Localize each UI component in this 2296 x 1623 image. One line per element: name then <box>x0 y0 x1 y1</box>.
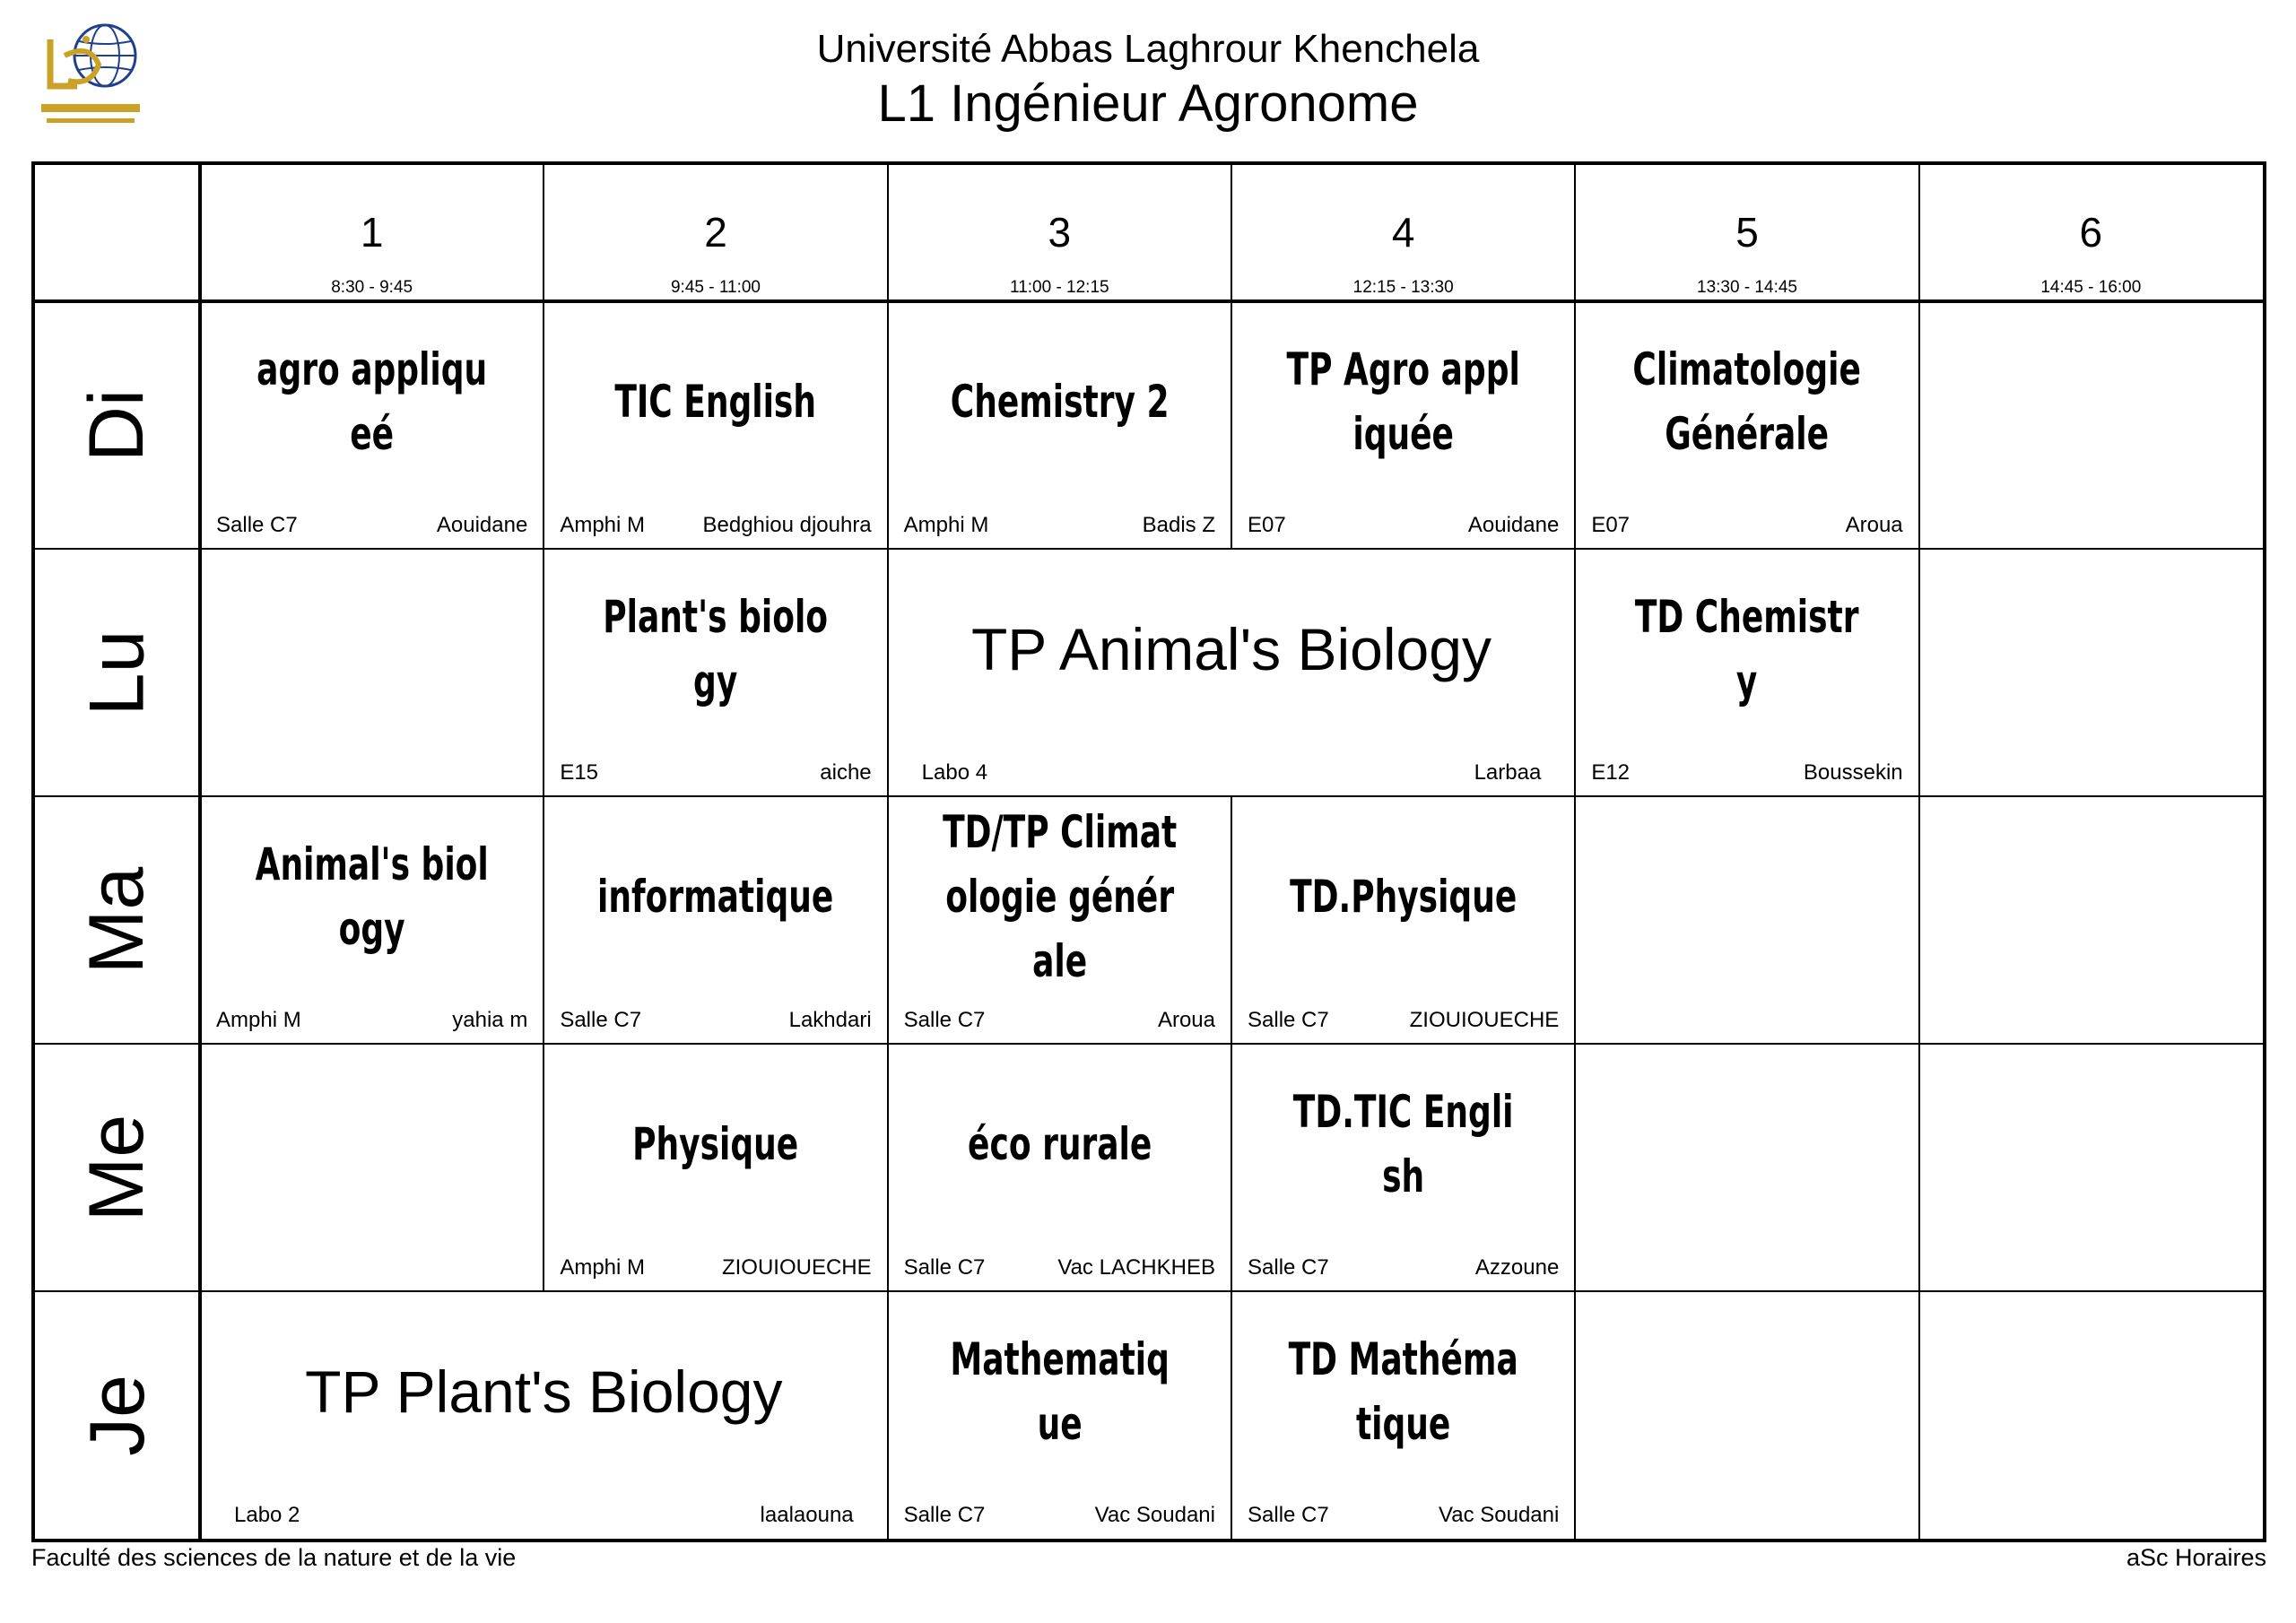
session-teacher: Vac Soudani <box>1439 1503 1560 1527</box>
session-cell[interactable] <box>200 796 544 1044</box>
day-label <box>35 549 200 796</box>
session-teacher: Vac LACHKHEB <box>1057 1255 1215 1280</box>
session-cell[interactable] <box>1231 1291 1575 1539</box>
session-teacher: ZIOUIOUECHE <box>1409 1008 1560 1032</box>
session-teacher: Azzoune <box>1474 1255 1560 1280</box>
day-label-text: Me <box>74 1114 161 1221</box>
session-teacher: Aouidane <box>1467 513 1560 537</box>
column-divider <box>1918 1291 1920 1539</box>
session-teacher: ZIOUIOUECHE <box>721 1255 872 1280</box>
day-label <box>35 796 200 1044</box>
session-teacher: Larbaa <box>1474 760 1542 785</box>
session-room: Salle C7 <box>903 1255 986 1280</box>
period-header <box>1231 165 1575 301</box>
session-subject: Chemistry 2 <box>950 376 1170 428</box>
session-teacher: Lakhdari <box>788 1008 872 1032</box>
period-time: 14:45 - 16:00 <box>2040 278 2142 297</box>
day-label-text: Di <box>74 388 161 462</box>
day-label <box>35 301 200 549</box>
period-time: 9:45 - 11:00 <box>670 278 761 297</box>
period-header <box>200 165 544 301</box>
column-divider <box>1231 165 1232 301</box>
session-teacher: Aroua <box>1157 1008 1215 1032</box>
session-cell[interactable] <box>888 301 1231 549</box>
session-subject: Plant's biology <box>603 591 829 707</box>
session-cell[interactable] <box>544 1044 887 1291</box>
session-subject: TIC English <box>614 376 817 428</box>
session-teacher: Aouidane <box>436 513 528 537</box>
session-teacher: Badis Z <box>1142 513 1215 537</box>
period-header <box>1575 165 1918 301</box>
session-subject: TP Plant's Biology <box>305 1358 783 1425</box>
page-header <box>0 0 2296 161</box>
session-teacher: aiche <box>820 760 872 785</box>
faculty-name: Faculté des sciences de la nature et de la vie <box>31 1544 517 1571</box>
session-cell[interactable] <box>888 796 1231 1044</box>
period-time: 11:00 - 12:15 <box>1010 278 1109 297</box>
session-room: Labo 4 <box>921 760 988 785</box>
session-room: Amphi M <box>560 513 646 537</box>
period-number: 1 <box>360 209 384 256</box>
session-room: Salle C7 <box>1248 1008 1329 1032</box>
session-subject: TD.Physique <box>1290 871 1518 923</box>
session-subject: Climatologie Générale <box>1632 343 1862 460</box>
session-room: Salle C7 <box>903 1008 986 1032</box>
session-cell[interactable] <box>1231 1044 1575 1291</box>
period-header <box>1919 165 2263 301</box>
university-name: Université Abbas Laghrour Khenchela <box>816 27 1480 71</box>
session-teacher: Vac Soudani <box>1094 1503 1215 1527</box>
period-time: 13:30 - 14:45 <box>1697 278 1797 297</box>
column-divider <box>543 165 544 301</box>
period-header <box>544 165 887 301</box>
session-room: E12 <box>1591 760 1631 785</box>
day-label-text: Je <box>74 1374 161 1456</box>
session-room: Salle C7 <box>903 1503 986 1527</box>
column-divider <box>1918 796 1920 1044</box>
session-cell[interactable] <box>1575 549 1918 796</box>
session-teacher: Aroua <box>1845 513 1903 537</box>
day-label <box>35 1044 200 1291</box>
period-number: 3 <box>1048 209 1072 256</box>
session-subject: informatique <box>597 871 834 923</box>
session-teacher: Boussekin <box>1803 760 1903 785</box>
period-time: 8:30 - 9:45 <box>331 278 413 297</box>
day-label <box>35 1291 200 1539</box>
session-room: E07 <box>1248 513 1286 537</box>
period-header <box>888 165 1231 301</box>
period-time: 12:15 - 13:30 <box>1352 278 1454 297</box>
timetable-grid <box>31 161 2266 1542</box>
session-subject: Mathematique <box>950 1333 1170 1450</box>
day-label-text: Ma <box>74 866 161 974</box>
session-teacher: laalaouna <box>760 1503 854 1527</box>
program-title: L1 Ingénieur Agronome <box>877 74 1419 133</box>
software-credit: aSc Horaires <box>2126 1544 2266 1571</box>
period-number: 4 <box>1391 209 1415 256</box>
session-cell[interactable] <box>888 549 1576 796</box>
session-room: Amphi M <box>903 513 989 537</box>
session-subject: Physique <box>632 1118 799 1170</box>
session-cell[interactable] <box>1231 796 1575 1044</box>
session-room: Salle C7 <box>216 513 298 537</box>
session-cell[interactable] <box>200 1291 888 1539</box>
column-divider <box>887 165 889 301</box>
session-subject: agro appliqueé <box>257 343 488 460</box>
session-subject: TD Mathématique <box>1288 1333 1518 1450</box>
period-number: 2 <box>704 209 727 256</box>
session-subject: Animal's biology <box>255 838 489 955</box>
session-subject: TD/TP Climatologie générale <box>942 806 1177 987</box>
session-room: Amphi M <box>560 1255 646 1280</box>
session-room: E07 <box>1591 513 1631 537</box>
session-cell[interactable] <box>1575 301 1918 549</box>
session-cell[interactable] <box>888 1044 1231 1291</box>
session-room: E15 <box>560 760 599 785</box>
session-room: Salle C7 <box>560 1008 642 1032</box>
day-label-text: Lu <box>74 629 161 716</box>
session-subject: TP Animal's Biology <box>970 616 1492 682</box>
session-subject: TD Chemistry <box>1635 591 1859 707</box>
session-cell[interactable] <box>1231 301 1575 549</box>
session-teacher: Bedghiou djouhra <box>702 513 872 537</box>
session-teacher: yahia m <box>452 1008 528 1032</box>
session-room: Salle C7 <box>1248 1255 1329 1280</box>
column-divider <box>1574 165 1576 301</box>
session-subject: TP Agro appliquée <box>1286 343 1520 460</box>
session-cell[interactable] <box>544 549 887 796</box>
session-cell[interactable] <box>888 1291 1231 1539</box>
column-divider <box>1918 165 1920 301</box>
session-cell[interactable] <box>200 301 544 549</box>
session-room: Salle C7 <box>1248 1503 1329 1527</box>
session-subject: éco rurale <box>967 1118 1152 1170</box>
column-divider <box>1918 1044 1920 1291</box>
session-cell[interactable] <box>544 301 887 549</box>
session-room: Amphi M <box>216 1008 301 1032</box>
session-subject: TD.TIC English <box>1292 1086 1514 1202</box>
session-room: Labo 2 <box>234 1503 300 1527</box>
period-number: 5 <box>1735 209 1759 256</box>
session-cell[interactable] <box>544 796 887 1044</box>
period-number: 6 <box>2079 209 2103 256</box>
